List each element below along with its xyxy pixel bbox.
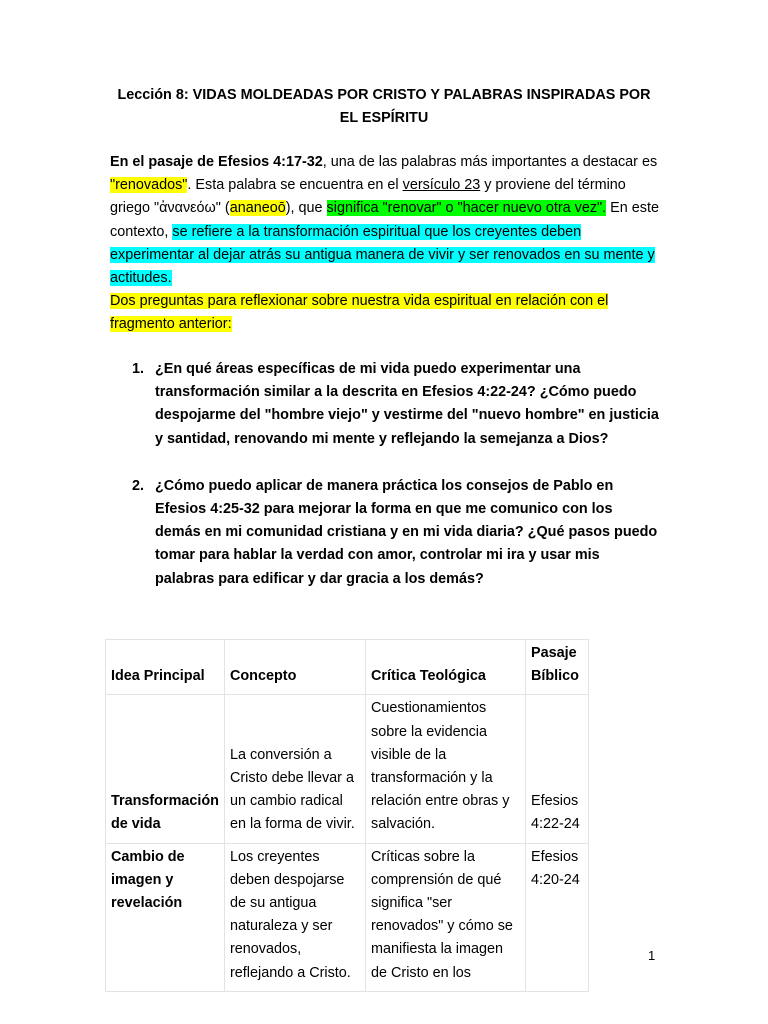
title-line-1: Lección 8: VIDAS MOLDEADAS POR CRISTO Y PALABRAS INSPIRADAS POR bbox=[117, 87, 651, 103]
table-cell: Efesios 4:20-24 bbox=[526, 843, 589, 991]
table-cell: Cambio de imagen y revelación bbox=[106, 843, 225, 991]
intro-text-4: ), que bbox=[285, 200, 327, 217]
intro-text-3: y proviene del término griego "ἀνανεόω" ( bbox=[110, 177, 626, 217]
lesson-title bbox=[108, 84, 660, 130]
title-line-2: EL ESPÍRITU bbox=[339, 110, 429, 126]
table-row bbox=[106, 843, 589, 991]
table-row bbox=[106, 695, 589, 843]
summary-table bbox=[105, 639, 589, 992]
question-number: 2. bbox=[132, 477, 145, 494]
question-text: ¿En qué áreas específicas de mi vida puedo experimentar una transformación similar a la descrita en Efesios 4:22-24? ¿Cómo puedo despojarme del "hombre viejo" y vestirme del "nuevo hombre" en justicia y santidad, renovando mi mente y reflejando la semejanza a Dios? bbox=[155, 361, 659, 447]
header-cell: Crítica Teológica bbox=[366, 640, 526, 695]
reflection-questions bbox=[110, 358, 662, 591]
intro-text-5: En este contexto, bbox=[110, 200, 659, 240]
verse-reference: versículo 23 bbox=[402, 177, 481, 194]
header-cell: Pasaje Bíblico bbox=[526, 640, 589, 695]
highlight-meaning: significa "renovar" o "hacer nuevo otra vez". bbox=[326, 200, 607, 217]
header-cell: Idea Principal bbox=[106, 640, 225, 695]
highlight-ananeo: ananeoō bbox=[229, 200, 286, 217]
table-cell: Efesios 4:22-24 bbox=[526, 695, 589, 843]
passage-reference: En el pasaje de Efesios 4:17-32 bbox=[110, 154, 323, 170]
question-item bbox=[110, 358, 662, 451]
page-number: 1 bbox=[648, 948, 656, 963]
question-item bbox=[110, 475, 662, 591]
question-number: 1. bbox=[132, 361, 145, 377]
question-text: ¿Cómo puedo aplicar de manera práctica los consejos de Pablo en Efesios 4:25-32 para mejorar la forma en que me comunico con los demás en mi comunidad cristiana y en mi vida diaria? ¿Qué pasos puedo tomar para hablar la verdad con amor, controlar mi ira y usar mis palabras para edificar y dar gracia a los demás? bbox=[155, 477, 658, 587]
table-cell: La conversión a Cristo debe llevar a un cambio radical en la forma de vivir. bbox=[225, 695, 366, 843]
highlight-questions-intro: Dos preguntas para reflexionar sobre nuestra vida espiritual en relación con el fragmento anterior: bbox=[110, 293, 609, 333]
table-cell: Transformación de vida bbox=[106, 695, 225, 843]
intro-paragraph bbox=[110, 151, 662, 337]
intro-text-2: . Esta palabra se encuentra en el bbox=[187, 177, 403, 194]
header-cell: Concepto bbox=[225, 640, 366, 695]
table-cell: Críticas sobre la comprensión de qué significa "ser renovados" y cómo se manifiesta la imagen de Cristo en los bbox=[366, 843, 526, 991]
table-header-row bbox=[106, 640, 589, 695]
highlight-context: se refiere a la transformación espiritual que los creyentes deben experimentar al dejar atrás su antigua manera de vivir y ser renovados en su mente y actitudes. bbox=[110, 223, 655, 287]
highlight-renovados: "renovados" bbox=[110, 177, 188, 194]
table-cell: Cuestionamientos sobre la evidencia visible de la transformación y la relación entre obras y salvación. bbox=[366, 695, 526, 843]
intro-text-1: , una de las palabras más importantes a destacar es bbox=[322, 154, 658, 170]
table-cell: Los creyentes deben despojarse de su antigua naturaleza y ser renovados, reflejando a Cristo. bbox=[225, 843, 366, 991]
